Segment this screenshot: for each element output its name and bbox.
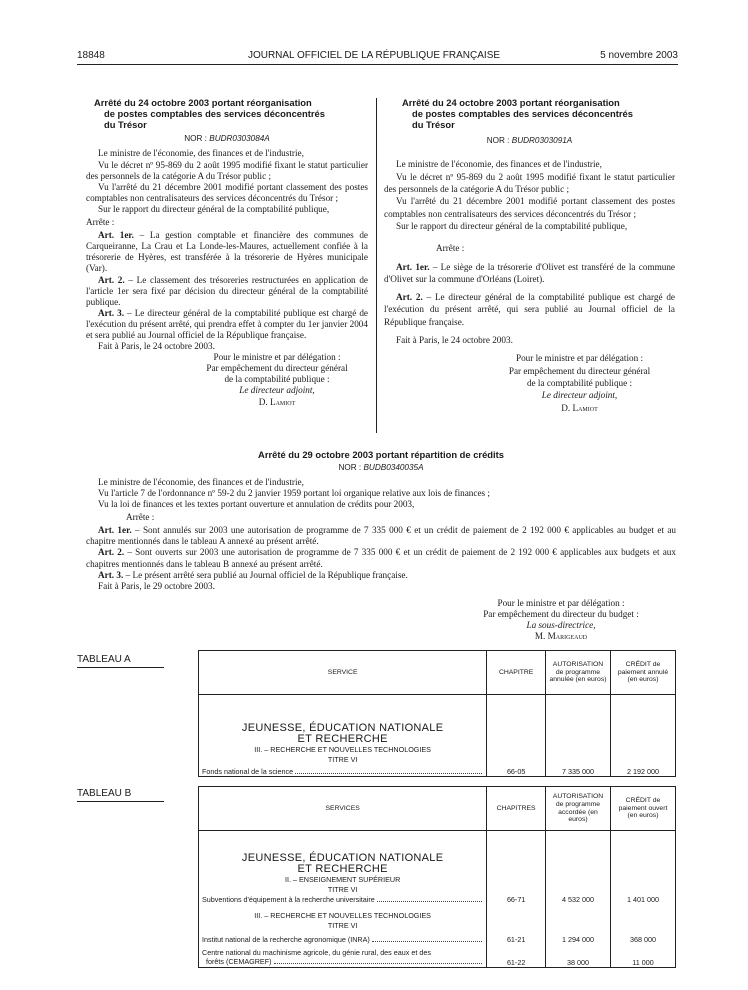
right-para: Vu l'arrêté du 21 décembre 2001 modifié portant classement des postes comptables non centralisateurs des services déconcentrés du Trésor ;: [384, 196, 675, 219]
article-text: – Sont ouverts sur 2003 une autorisation de programme de 7 335 000 € et un crédit de paiement de 2 192 000 € applicables aux budgets et aux chapitres mentionnés dans le tableau B annexé au présent arrêté.: [86, 547, 676, 569]
left-para: Vu le décret nº 95-869 du 2 août 1995 modifié fixant le statut particulier des personnels de la catégorie A du Trésor public ;: [86, 159, 368, 181]
issue-date: 5 novembre 2003: [600, 50, 678, 61]
left-title: [86, 98, 368, 130]
right-title-line: de postes comptables des services déconcentrés: [412, 107, 633, 119]
article-label: Art. 2.: [98, 547, 125, 558]
center-arrete: Arrête :: [126, 512, 155, 523]
left-nor: [86, 133, 368, 144]
left-para: Sur le rapport du directeur général de la comptabilité publique,: [98, 203, 330, 214]
article-text: – Sont annulés sur 2003 une autorisation de programme de 7 335 000 € et un crédit de paiement de 2 192 000 € applicables au budget et au chapitre mentionnés dans le tableau A annexé au présent arrêté.: [86, 525, 676, 547]
left-article-3: [86, 308, 368, 341]
right-nor: [384, 135, 675, 146]
right-para: Sur le rapport du directeur général de la comptabilité publique,: [396, 220, 628, 231]
ministry-title: ET RECHERCHE: [297, 863, 388, 876]
signatory: M. Marigeaud: [534, 631, 588, 642]
tableau-a: [198, 650, 676, 777]
right-fait: Fait à Paris, le 24 octobre 2003.: [396, 335, 513, 346]
center-fait: Fait à Paris, le 29 octobre 2003.: [98, 580, 215, 591]
ap-cell: 38 000: [545, 944, 610, 967]
center-para: Le ministre de l'économie, des finances et de l'industrie,: [98, 476, 304, 487]
ap-cell: 1 294 000: [545, 904, 610, 944]
table-row: [199, 904, 676, 944]
sign-line: Par empêchement du directeur général: [206, 363, 348, 374]
left-signature: [186, 352, 368, 407]
right-para: Vu le décret nº 95-869 du 2 août 1995 modifié fixant le statut particulier des personnels de la catégorie A du Trésor public ;: [384, 171, 675, 195]
section-title: II. – ENSEIGNEMENT SUPÉRIEUR: [284, 875, 401, 885]
article-label: Art. 2.: [98, 274, 125, 285]
chapitre-cell: 66-05: [487, 695, 546, 777]
center-signature: [446, 598, 676, 642]
sign-line: Pour le ministre et par délégation :: [497, 597, 625, 608]
article-label: Art. 1er.: [396, 261, 430, 272]
chapitre-cell: 61-21: [487, 904, 546, 944]
ministry-title: JEUNESSE, ÉDUCATION NATIONALE: [241, 852, 444, 865]
col-header-services: SERVICES: [199, 787, 487, 831]
signatory: D. Lamiot: [258, 396, 296, 407]
article-label: Art. 3.: [98, 307, 125, 318]
cp-cell: 368 000: [610, 904, 675, 944]
article-label: Art. 2.: [396, 292, 423, 303]
header-text: CRÉDIT de paiement annulé (en euros): [617, 661, 669, 684]
right-article-2: [384, 291, 675, 328]
chapitre-cell: 66-71: [487, 831, 546, 905]
sign-line: de la comptabilité publique :: [526, 377, 633, 388]
article-text: – La gestion comptable et financière des communes de Carqueiranne, La Crau et La Londe-les-Maures, actuellement confiée à la trésorerie de Hyères, est transférée à la trésorerie de Hyères municipale (Var).: [86, 230, 368, 274]
header-text: AUTORISATION de programme annulée (en euros): [549, 661, 607, 684]
titre-label: TITRE VI: [327, 755, 358, 764]
right-para: Le ministre de l'économie, des finances et de l'industrie,: [396, 159, 602, 170]
service-name: Institut national de la recherche agronomique (INRA): [202, 935, 370, 945]
center-nor: [86, 462, 676, 473]
cp-cell: 2 192 000: [610, 695, 675, 777]
sign-line: Par empêchement du directeur du budget :: [483, 608, 639, 619]
titre-label: TITRE VI: [327, 885, 358, 895]
article-text: – Le classement des trésoreries restructurées en application de l'article 1er sera fixé par décision du directeur général de la comptabilité publique.: [86, 274, 368, 307]
service-line: [202, 957, 483, 966]
sign-line: La sous-directrice,: [526, 620, 596, 631]
center-para: Vu l'article 7 de l'ordonnance nº 59-2 du 2 janvier 1959 portant loi organique relative aux lois de finances ;: [98, 487, 490, 498]
col-header-service: SERVICE: [199, 651, 487, 695]
sign-line: Pour le ministre et par délégation :: [213, 352, 341, 363]
tableau-a-label: TABLEAU A: [77, 654, 131, 665]
right-title-line: Arrêté du 24 octobre 2003 portant réorganisation: [402, 97, 620, 108]
cp-cell: 11 000: [610, 944, 675, 967]
right-article-1: [384, 261, 675, 286]
ap-cell: 4 532 000: [545, 831, 610, 905]
col-header-credit: [610, 651, 675, 695]
right-title: [384, 98, 675, 130]
left-decree: [86, 98, 368, 408]
center-para: Vu la loi de finances et les textes portant ouverture et annulation de crédits pour 2003,: [98, 499, 415, 510]
header-rule: [77, 64, 678, 65]
left-arrete: Arrête :: [86, 217, 115, 228]
article-label: Art. 1er.: [98, 525, 132, 536]
center-article-1: [86, 525, 676, 547]
service-line: [202, 767, 483, 776]
right-signature: [484, 352, 675, 413]
nor-code: BUDB0340035A: [363, 462, 424, 472]
center-article-3: [86, 570, 676, 581]
section-title: III. – RECHERCHE ET NOUVELLES TECHNOLOGIES: [254, 911, 431, 921]
section-title: III. – RECHERCHE ET NOUVELLES TECHNOLOGIES: [254, 745, 431, 754]
cp-cell: 1 401 000: [610, 831, 675, 905]
service-name: Centre national du machinisme agricole, du génie rural, des eaux et des: [202, 948, 431, 957]
chapitre-cell: 61-22: [487, 944, 546, 967]
column-divider: [376, 98, 377, 433]
sign-line: Par empêchement du directeur général: [508, 365, 651, 376]
tableau-b: [198, 786, 676, 968]
titre-label: TITRE VI: [327, 921, 358, 931]
col-header-credit: [610, 787, 675, 831]
article-text: – Le directeur général de la comptabilité publique est chargé de l'exécution du présent arrêté, qui prendra effet à compter du 1er janvier 2004 et sera publié au Journal officiel de la République française.: [86, 307, 368, 340]
journal-title: JOURNAL OFFICIEL DE LA RÉPUBLIQUE FRANÇAISE: [247, 50, 501, 61]
left-title-line: de postes comptables des services déconcentrés: [104, 107, 325, 119]
tableau-b-rule: [77, 801, 164, 802]
page-number: 18848: [77, 50, 105, 61]
tableau-a-rule: [77, 667, 164, 668]
nor-label: NOR :: [486, 136, 510, 146]
article-text: – Le directeur général de la comptabilité publique est chargé de l'exécution du présent arrêté, qui sera publié au Journal officiel de la République française.: [384, 292, 675, 327]
service-line: [202, 935, 483, 944]
nor-label: NOR :: [338, 462, 362, 472]
left-title-line: Arrêté du 24 octobre 2003 portant réorganisation: [94, 97, 312, 108]
right-arrete: Arrête :: [436, 243, 465, 254]
center-article-2: [86, 547, 676, 569]
col-header-chapitre: CHAPITRE: [487, 651, 546, 695]
service-cell: [199, 831, 487, 905]
left-para: Vu l'arrêté du 21 décembre 2001 modifié portant classement des postes comptables non centralisateurs des services déconcentrés du Trésor ;: [86, 181, 368, 203]
signatory: D. Lamiot: [561, 402, 598, 413]
service-cell: [199, 904, 487, 944]
sign-line: de la comptabilité publique :: [224, 374, 330, 385]
article-text: – Le siège de la trésorerie d'Olivet est transféré de la commune d'Olivet sur la commune d'Orléans (Loiret).: [384, 261, 675, 284]
center-decree: [86, 450, 676, 642]
article-text: – Le présent arrêté sera publié au Journal officiel de la République française.: [123, 569, 408, 580]
service-cell: [199, 944, 487, 967]
table-row: [199, 695, 676, 777]
left-fait: Fait à Paris, le 24 octobre 2003.: [98, 341, 215, 352]
right-decree: [384, 98, 675, 414]
left-article-2: [86, 275, 368, 308]
service-line: [202, 895, 483, 904]
table-header-row: [199, 787, 676, 831]
service-name: Subventions d'équipement à la recherche universitaire: [202, 895, 375, 905]
article-label: Art. 1er.: [98, 230, 134, 241]
service-cell: [199, 695, 487, 777]
table-row: [199, 944, 676, 967]
service-name: forêts (CEMAGREF): [206, 957, 272, 966]
left-para: Le ministre de l'économie, des finances et de l'industrie,: [98, 148, 304, 159]
center-title: Arrêté du 29 octobre 2003 portant répartition de crédits: [258, 449, 504, 460]
table-row: [199, 831, 676, 905]
sign-line: Le directeur adjoint,: [239, 385, 315, 396]
nor-label: NOR :: [184, 134, 207, 144]
col-header-chapitres: CHAPITRES: [487, 787, 546, 831]
sign-line: Le directeur adjoint,: [541, 390, 618, 401]
table-header-row: [199, 651, 676, 695]
nor-code: BUDR0303091A: [511, 136, 573, 146]
sign-line: Pour le ministre et par délégation :: [515, 353, 644, 364]
ap-cell: 7 335 000: [545, 695, 610, 777]
right-title-line: du Trésor: [412, 118, 455, 130]
ministry-title: JEUNESSE, ÉDUCATION NATIONALE: [241, 722, 444, 734]
left-title-line: du Trésor: [104, 118, 147, 130]
left-article-1: [86, 230, 368, 274]
ministry-title: ET RECHERCHE: [297, 733, 388, 745]
col-header-autorisation: [545, 787, 610, 831]
nor-code: BUDR0303084A: [209, 134, 270, 144]
header-text: CRÉDIT de paiement ouvert (en euros): [618, 797, 668, 820]
article-label: Art. 3.: [98, 569, 124, 580]
tableau-b-label: TABLEAU B: [77, 788, 132, 799]
col-header-autorisation: [545, 651, 610, 695]
header-text: AUTORISATION de programme accordée (en euros): [552, 793, 604, 824]
service-name: Fonds national de la science: [202, 767, 294, 776]
